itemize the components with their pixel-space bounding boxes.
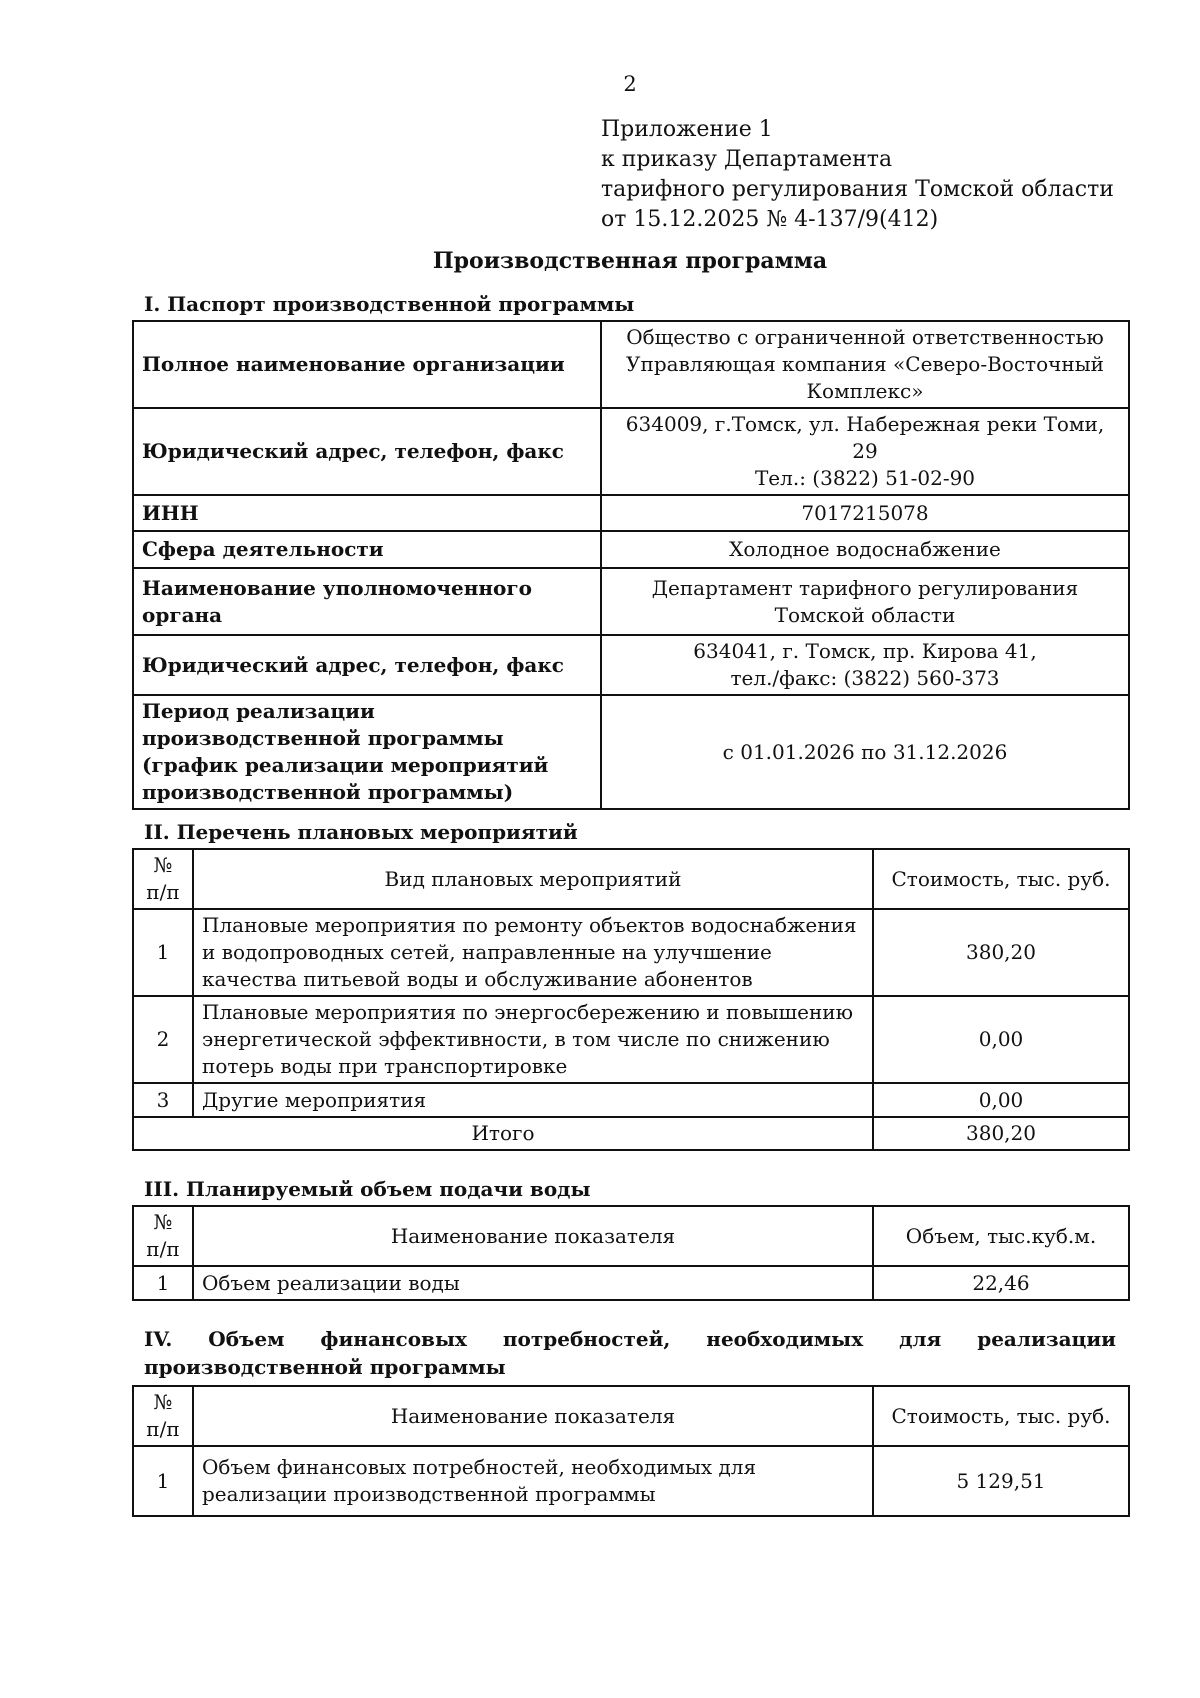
activity-cost: 0,00 — [873, 1083, 1129, 1117]
table-row — [133, 635, 1129, 695]
section-3-heading: III. Планируемый объем подачи воды — [144, 1177, 591, 1201]
table-row — [133, 1083, 1129, 1117]
table-row — [133, 695, 1129, 809]
column-header-number: № п/п — [133, 849, 193, 909]
table-header-row — [133, 849, 1129, 909]
column-header-cost: Стоимость, тыс. руб. — [873, 849, 1129, 909]
passport-value-line: Департамент тарифного регулирования — [651, 575, 1079, 600]
column-header-name: Вид плановых мероприятий — [193, 849, 873, 909]
row-number: 3 — [133, 1083, 193, 1117]
table-row — [133, 321, 1129, 408]
column-header-volume: Объем, тыс.куб.м. — [873, 1206, 1129, 1266]
table-row — [133, 1266, 1129, 1300]
section-1-heading: I. Паспорт производственной программы — [144, 292, 635, 316]
passport-label: Сфера деятельности — [133, 531, 601, 568]
indicator-volume: 22,46 — [873, 1266, 1129, 1300]
passport-value — [601, 635, 1129, 695]
indicator-name: Объем реализации воды — [193, 1266, 873, 1300]
table-row — [133, 1446, 1129, 1516]
appendix-block — [601, 115, 1114, 235]
section-2-heading: II. Перечень плановых мероприятий — [144, 820, 578, 844]
passport-label: Наименование уполномоченного органа — [133, 568, 601, 635]
document-title: Производственная программа — [432, 248, 828, 274]
appendix-line-2: к приказу Департамента — [601, 147, 893, 172]
table-row — [133, 568, 1129, 635]
appendix-line-1: Приложение 1 — [601, 117, 773, 142]
passport-value-line: Тел.: (3822) 51-02-90 — [754, 466, 976, 490]
page-number: 2 — [623, 72, 637, 96]
table-row — [133, 531, 1129, 568]
total-value: 380,20 — [873, 1117, 1129, 1150]
passport-label: Юридический адрес, телефон, факс — [133, 408, 601, 495]
passport-value: с 01.01.2026 по 31.12.2026 — [601, 695, 1129, 809]
financial-needs-table — [132, 1385, 1130, 1517]
section-4-heading: IV. Объем финансовых потребностей, необходимых для реализации производственной программы — [144, 1327, 1116, 1379]
passport-value — [601, 408, 1129, 495]
passport-value: Холодное водоснабжение — [601, 531, 1129, 568]
passport-label: Полное наименование организации — [133, 321, 601, 408]
table-row — [133, 909, 1129, 996]
column-header-cost: Стоимость, тыс. руб. — [873, 1386, 1129, 1446]
table-header-row — [133, 1206, 1129, 1266]
planned-activities-table — [132, 848, 1130, 1151]
row-number: 1 — [133, 909, 193, 996]
passport-label: ИНН — [133, 495, 601, 531]
table-total-row — [133, 1117, 1129, 1150]
passport-value-line: Томской области — [774, 602, 956, 627]
water-volume-table — [132, 1205, 1130, 1301]
activity-name: Плановые мероприятия по ремонту объектов водоснабжения и водопроводных сетей, направленные на улучшение качества питьевой воды и обслуживание абонентов — [193, 909, 873, 996]
passport-label: Период реализации производственной программы (график реализации мероприятий производственной программы) — [133, 695, 601, 809]
column-header-number: № п/п — [133, 1386, 193, 1446]
table-row — [133, 408, 1129, 495]
column-header-name: Наименование показателя — [193, 1206, 873, 1266]
column-header-number: № п/п — [133, 1206, 193, 1266]
passport-value: 7017215078 — [601, 495, 1129, 531]
row-number: 1 — [133, 1266, 193, 1300]
row-number: 1 — [133, 1446, 193, 1516]
appendix-line-3: тарифного регулирования Томской области — [601, 177, 1114, 202]
activity-cost: 380,20 — [873, 909, 1129, 996]
activity-name: Другие мероприятия — [193, 1083, 873, 1117]
passport-value-line: 634009, г.Томск, ул. Набережная реки Томи, 29 — [625, 412, 1105, 463]
column-header-name: Наименование показателя — [193, 1386, 873, 1446]
passport-table — [132, 320, 1130, 810]
table-row — [133, 996, 1129, 1083]
passport-value-line: 634041, г. Томск, пр. Кирова 41, — [693, 639, 1037, 663]
passport-value — [601, 568, 1129, 635]
appendix-line-4: от 15.12.2025 № 4-137/9(412) — [601, 207, 939, 232]
passport-value-line: тел./факс: (3822) 560-373 — [730, 666, 1000, 690]
activity-cost: 0,00 — [873, 996, 1129, 1083]
table-row — [133, 495, 1129, 531]
row-number: 2 — [133, 996, 193, 1083]
passport-value: Общество с ограниченной ответственностью Управляющая компания «Северо-Восточный Комплекс» — [601, 321, 1129, 408]
table-header-row — [133, 1386, 1129, 1446]
total-label: Итого — [133, 1117, 873, 1150]
passport-label: Юридический адрес, телефон, факс — [133, 635, 601, 695]
indicator-cost: 5 129,51 — [873, 1446, 1129, 1516]
activity-name: Плановые мероприятия по энергосбережению и повышению энергетической эффективности, в том числе по снижению потерь воды при транспортировке — [193, 996, 873, 1083]
indicator-name: Объем финансовых потребностей, необходимых для реализации производственной программы — [193, 1446, 873, 1516]
